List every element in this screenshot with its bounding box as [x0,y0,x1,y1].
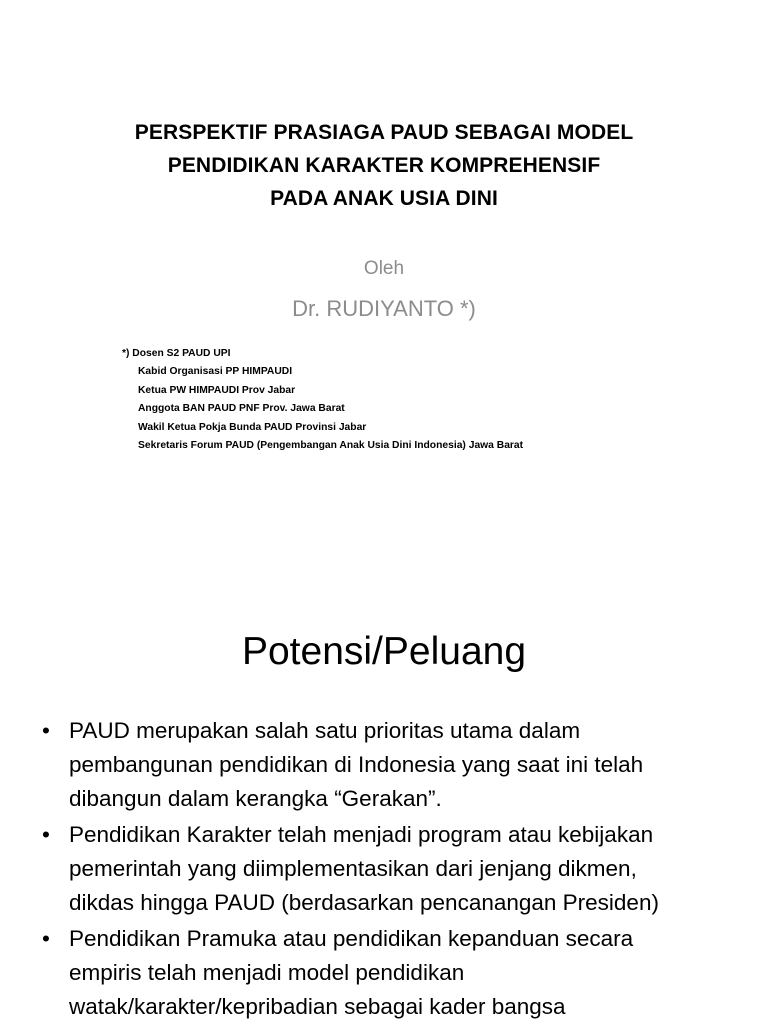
affiliation-item: Ketua PW HIMPAUDI Prov Jabar [138,384,296,396]
title-line: PENDIDIKAN KARAKTER KOMPREHENSIF [167,154,601,177]
affiliation-item: Kabid Organisasi PP HIMPAUDI [138,366,293,378]
bullet-item [42,922,732,1024]
oleh-label: Oleh [363,258,405,279]
title-line: PERSPEKTIF PRASIAGA PAUD SEBAGAI MODEL [134,121,634,144]
author-name: Dr. RUDIYANTO *) [292,296,476,321]
bullet-icon: • [42,718,50,743]
slide-heading: Potensi/Peluang [241,630,527,673]
bullet-line: pemerintah yang diimplementasikan dari jenjang dikmen, [69,856,637,881]
bullet-line: Pendidikan Karakter telah menjadi program atau kebijakan [69,822,654,847]
bullet-line: Pendidikan Pramuka atau pendidikan kepanduan secara [69,926,634,951]
content-slide [0,580,768,1024]
bullet-icon: • [42,822,50,847]
slide-title [0,116,768,215]
bullet-line: pembangunan pendidikan di Indonesia yang saat ini telah [69,752,644,777]
affiliation-item: Anggota BAN PAUD PNF Prov. Jawa Barat [138,403,345,415]
bullet-line: dikdas hingga PAUD (berdasarkan pencanangan Presiden) [69,890,659,915]
affiliation-list [122,345,523,455]
title-line: PADA ANAK USIA DINI [270,187,498,210]
bullet-icon: • [42,926,50,951]
bullet-item [42,818,732,920]
affiliation-item: *) Dosen S2 PAUD UPI [122,348,231,359]
bullet-item [42,714,732,816]
bullet-line: empiris telah menjadi model pendidikan [69,960,465,985]
affiliation-item: Wakil Ketua Pokja Bunda PAUD Provinsi Jabar [138,421,367,433]
affiliation-item: Sekretaris Forum PAUD (Pengembangan Anak Usia Dini Indonesia) Jawa Barat [138,440,524,452]
bullet-line: PAUD merupakan salah satu prioritas utama dalam [69,718,581,743]
bullet-line: watak/karakter/kepribadian sebagai kader bangsa [69,994,566,1019]
bullet-line: dibangun dalam kerangka “Gerakan”. [69,786,442,811]
bullet-list [42,714,732,1024]
